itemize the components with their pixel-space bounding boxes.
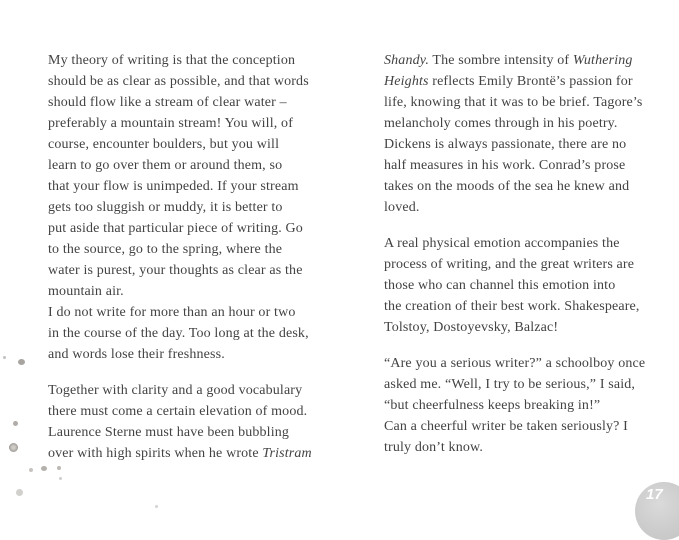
text-line: those who can channel this emotion into [384, 278, 616, 293]
text-line: “Are you a serious writer?” a schoolboy once [384, 356, 646, 371]
text-line: takes on the moods of the sea he knew and [384, 179, 630, 194]
ink-speckle [16, 489, 23, 496]
text-line: over with high spirits when he wrote Tristram [48, 446, 312, 461]
text-line: course, encounter boulders, but you will [48, 137, 280, 152]
text-line: to the source, go to the spring, where the [48, 242, 283, 257]
text-line: Tolstoy, Dostoyevsky, Balzac! [384, 320, 559, 335]
page-number-badge [635, 482, 679, 540]
text-line: should be as clear as possible, and that words [48, 74, 309, 89]
text-line: loved. [384, 200, 420, 215]
text-line: learn to go over them or around them, so [48, 158, 283, 173]
text-line: there must come a certain elevation of mood. [48, 404, 308, 419]
text-line: Dickens is always passionate, there are no [384, 137, 627, 152]
ink-speckle [29, 468, 33, 472]
text-line: Together with clarity and a good vocabulary [48, 383, 303, 398]
text-line: life, knowing that it was to be brief. Tagore’s [384, 95, 643, 110]
text-line: should flow like a stream of clear water – [48, 95, 287, 110]
ink-speckle [155, 505, 158, 508]
text-line: mountain air. [48, 284, 124, 299]
text-line: and words lose their freshness. [48, 347, 225, 362]
text-line: in the course of the day. Too long at the desk, [48, 326, 309, 341]
text-line: the creation of their best work. Shakespeare, [384, 299, 640, 314]
ink-speckle [3, 356, 6, 359]
text-line: Shandy. The sombre intensity of Wuthering [384, 53, 633, 68]
text-line: water is purest, your thoughts as clear as the [48, 263, 303, 278]
ink-speckle [59, 477, 62, 480]
paragraph-gap [384, 218, 674, 233]
ink-speckle [9, 443, 18, 452]
text-line: process of writing, and the great writers are [384, 257, 635, 272]
page-number: 17 [646, 486, 663, 503]
text-line: I do not write for more than an hour or two [48, 305, 296, 320]
ink-speckle [57, 466, 61, 470]
text-line: truly don’t know. [384, 440, 483, 455]
ink-speckle [18, 359, 25, 365]
paragraph-gap [48, 365, 368, 380]
ink-speckle [13, 421, 18, 426]
text-line: A real physical emotion accompanies the [384, 236, 620, 251]
text-line: preferably a mountain stream! You will, of [48, 116, 294, 131]
text-line: melancholy comes through in his poetry. [384, 116, 618, 131]
paragraph-gap [384, 338, 674, 353]
text-line: gets too sluggish or muddy, it is better to [48, 200, 283, 215]
text-column-left [48, 50, 368, 464]
text-line: “but cheerfulness keeps breaking in!” [384, 398, 601, 413]
text-line: asked me. “Well, I try to be serious,” I said, [384, 377, 636, 392]
text-line: half measures in his work. Conrad’s prose [384, 158, 626, 173]
text-line: Laurence Sterne must have been bubbling [48, 425, 290, 440]
ink-speckle [41, 466, 47, 471]
text-line: My theory of writing is that the conception [48, 53, 296, 68]
text-column-right [384, 50, 674, 458]
text-line: that your flow is unimpeded. If your stream [48, 179, 299, 194]
text-line: Heights reflects Emily Brontë’s passion for [384, 74, 633, 89]
text-line: Can a cheerful writer be taken seriously? I [384, 419, 628, 434]
text-line: put aside that particular piece of writing. Go [48, 221, 303, 236]
